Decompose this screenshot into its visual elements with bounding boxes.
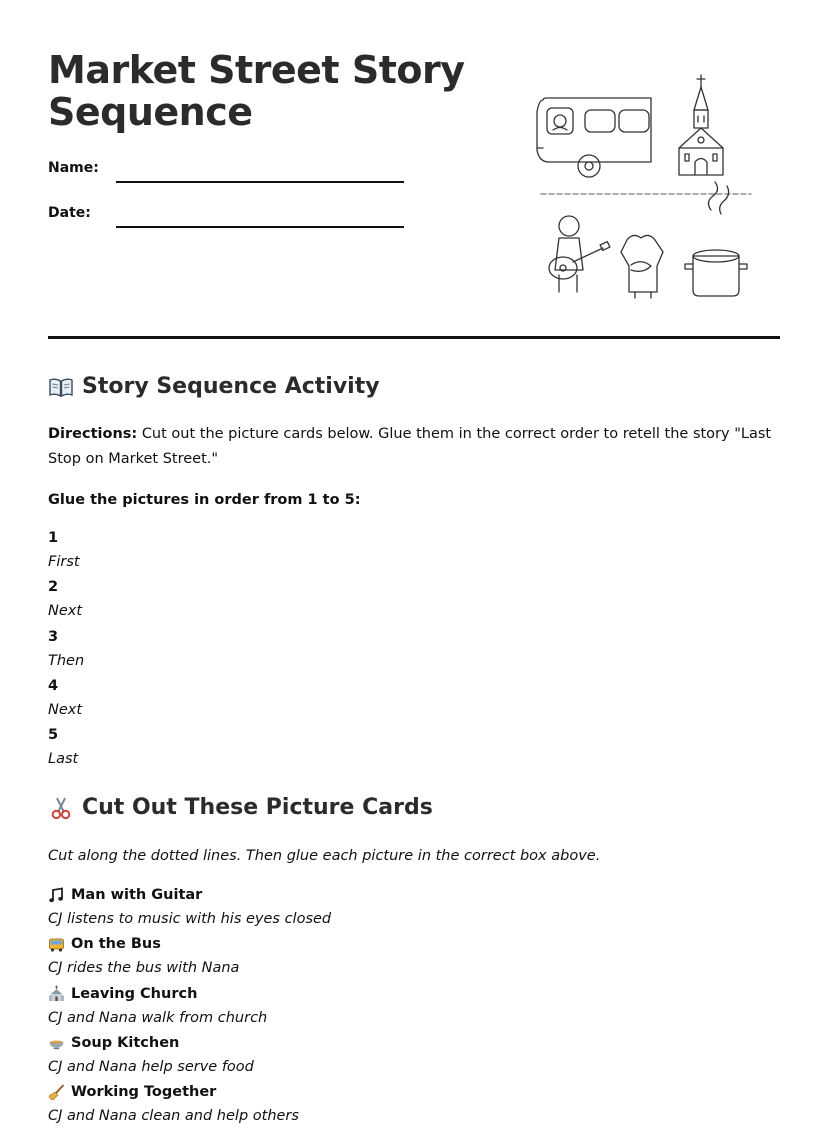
step-word: Next — [48, 603, 83, 620]
picture-card — [48, 883, 331, 932]
story-illustration — [533, 70, 753, 300]
step-word: Next — [48, 701, 83, 718]
bus-drawing-icon — [537, 98, 651, 177]
worksheet-page — [48, 0, 780, 1125]
step-number: 4 — [48, 677, 59, 694]
bus-icon — [48, 936, 65, 953]
step-word: First — [48, 554, 80, 570]
directions-text: Cut out the picture cards below. Glue them in the correct order to retell the story "Last Stop on Market Street." — [48, 426, 772, 467]
sequence-step — [48, 723, 84, 772]
picture-card — [48, 1080, 331, 1129]
page-title: Market Street Story Sequence — [48, 48, 465, 134]
directions-label: Directions: — [48, 426, 138, 442]
picture-card — [48, 932, 331, 981]
sequence-step — [48, 625, 84, 674]
sequence-step — [48, 575, 84, 624]
card-title: Leaving Church — [71, 985, 198, 1002]
name-field[interactable] — [48, 160, 408, 184]
sequence-step — [48, 674, 84, 723]
church-icon — [48, 985, 65, 1002]
scissors-icon — [48, 796, 74, 820]
open-book-icon — [48, 375, 74, 399]
date-line[interactable] — [116, 226, 404, 228]
step-number: 1 — [48, 530, 59, 546]
guitar-player-drawing-icon — [549, 216, 610, 292]
order-heading: Glue the pictures in order from 1 to 5: — [48, 492, 361, 508]
card-title: Soup Kitchen — [71, 1034, 180, 1051]
church-drawing-icon — [679, 75, 723, 175]
hungry-person-drawing-icon — [621, 235, 663, 298]
sequence-step — [48, 526, 84, 575]
card-description: CJ and Nana clean and help others — [48, 1108, 299, 1125]
step-number: 2 — [48, 579, 59, 596]
step-number: 3 — [48, 628, 59, 645]
date-field[interactable] — [48, 205, 408, 229]
step-word: Then — [48, 652, 85, 669]
card-title: Working Together — [71, 1084, 217, 1101]
header-divider — [48, 336, 780, 339]
soup-bowl-icon — [48, 1034, 65, 1051]
card-title: Man with Guitar — [71, 887, 203, 903]
step-word: Last — [48, 751, 79, 768]
cards-heading-text: Cut Out These Picture Cards — [82, 795, 433, 820]
name-line[interactable] — [116, 181, 404, 183]
music-note-icon — [48, 887, 65, 904]
card-description: CJ rides the bus with Nana — [48, 960, 240, 977]
picture-card-list — [48, 883, 331, 1129]
cards-heading — [48, 795, 433, 820]
picture-card — [48, 982, 331, 1031]
card-title: On the Bus — [71, 936, 161, 953]
date-label: Date: — [48, 205, 91, 221]
activity-heading-text: Story Sequence Activity — [82, 374, 380, 399]
directions-paragraph — [48, 422, 780, 472]
picture-card — [48, 1031, 331, 1080]
activity-heading — [48, 374, 380, 399]
broom-icon — [48, 1084, 65, 1101]
soup-pot-drawing-icon — [685, 182, 747, 296]
card-description: CJ and Nana help serve food — [48, 1058, 254, 1075]
card-description: CJ listens to music with his eyes closed — [48, 911, 332, 927]
cut-instructions: Cut along the dotted lines. Then glue each picture in the correct box above. — [48, 848, 601, 864]
sequence-steps — [48, 526, 84, 772]
step-number: 5 — [48, 727, 59, 744]
name-label: Name: — [48, 160, 99, 176]
card-description: CJ and Nana walk from church — [48, 1009, 268, 1026]
